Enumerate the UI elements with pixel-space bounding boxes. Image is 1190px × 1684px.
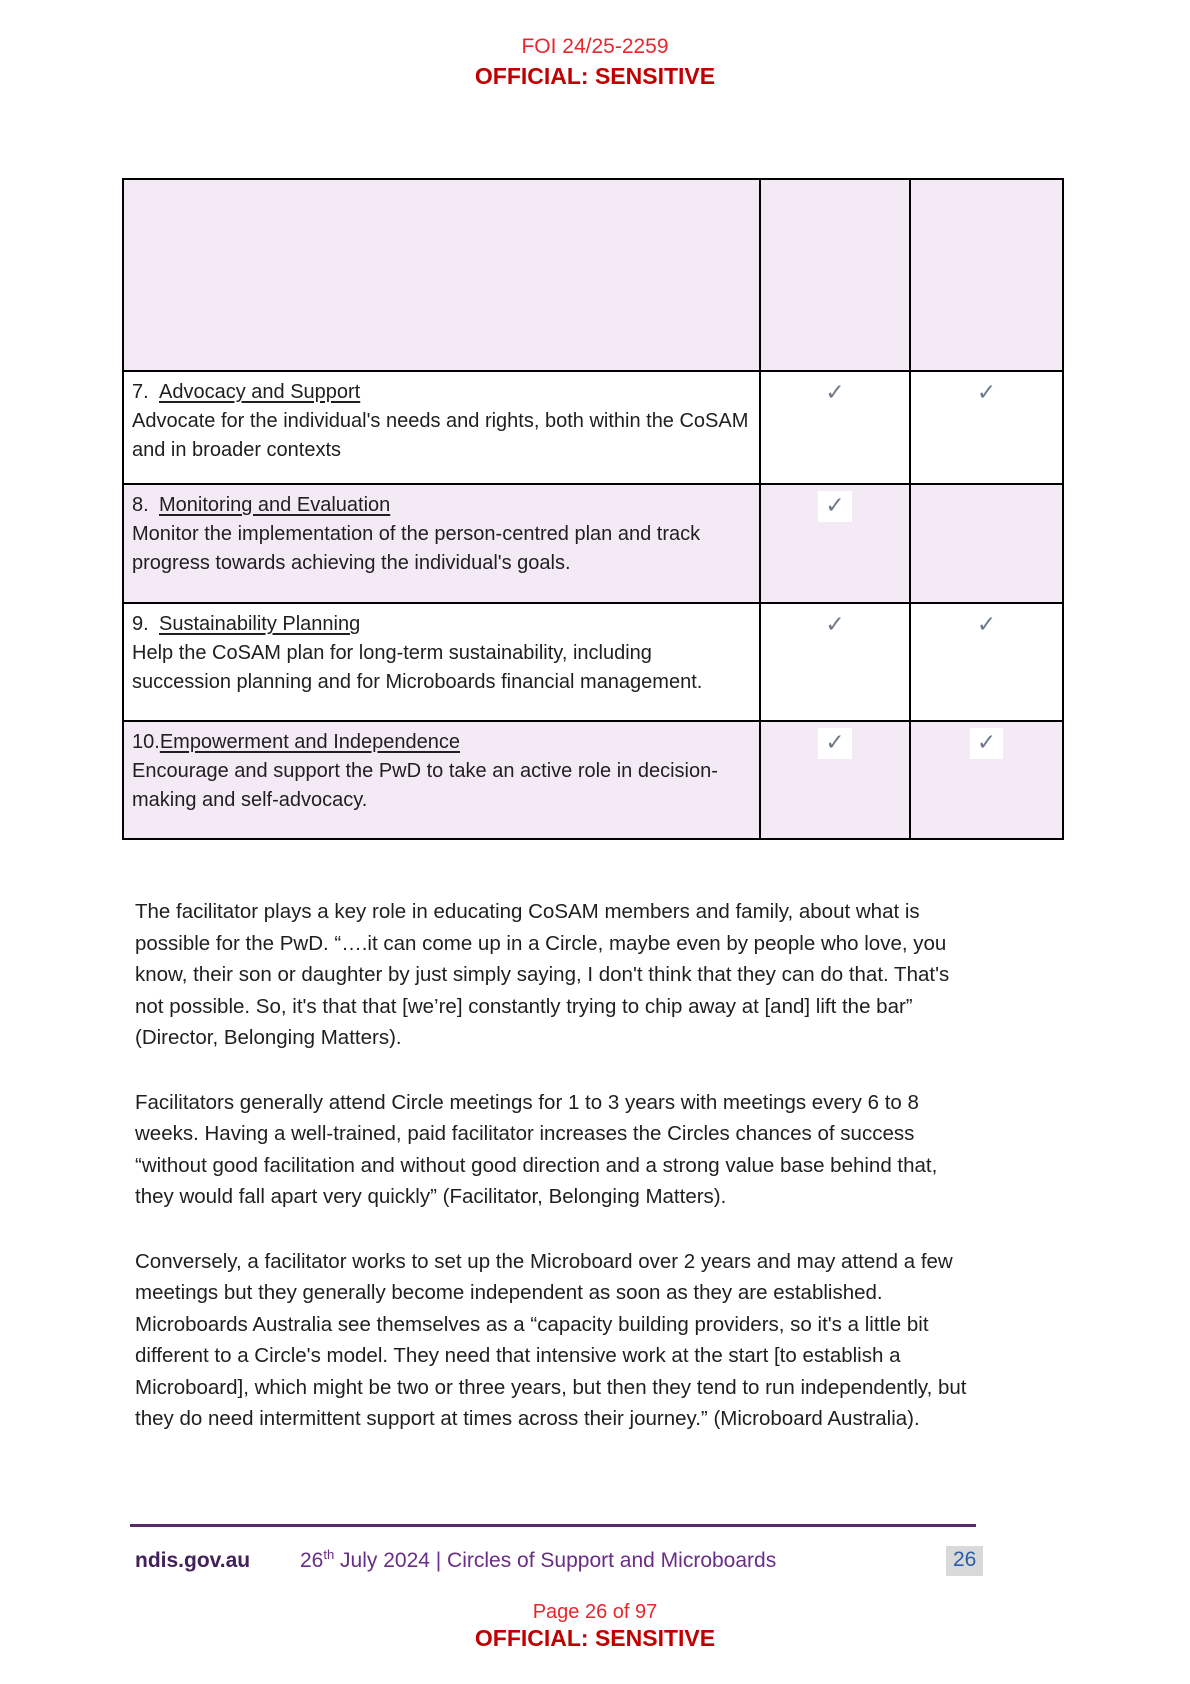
table-row	[123, 603, 1063, 721]
footer-date-day: 26	[300, 1549, 324, 1572]
table-cell-task	[123, 179, 760, 371]
classification-banner-top: OFFICIAL: SENSITIVE	[474, 63, 716, 90]
checkmark-icon: ✓	[970, 378, 1003, 409]
paragraph-facilitator-role: The facilitator plays a key role in educating CoSAM members and family, about what is possible for the PwD. “….it can come up in a Circle, maybe even by people who love, you know, their son or daughter by just simply saying, I don't think that they can do that. That's not possible. So, it's that that [we’re] constantly trying to chip away at [and] lift the bar” (Director, Belonging Matters).	[135, 900, 950, 1049]
table-cell-check-1	[760, 371, 910, 484]
row-title-text: Sustainability Planning	[159, 613, 361, 635]
row-description: Help the CoSAM plan for long-term sustainability, including succession planning and for Microboards financial management.	[132, 642, 703, 693]
table-cell-check-2	[910, 603, 1063, 721]
table-cell-task	[123, 603, 760, 721]
row-title-text: Monitoring and Evaluation	[159, 494, 391, 516]
table-cell-task	[123, 721, 760, 839]
classification-banner-bottom: OFFICIAL: SENSITIVE	[474, 1625, 716, 1651]
footer-divider	[130, 1524, 976, 1527]
table-row	[123, 721, 1063, 839]
table-cell-check-1	[760, 603, 910, 721]
row-number: 9.	[132, 613, 149, 635]
footer-site-link[interactable]: ndis.gov.au	[135, 1549, 251, 1572]
table-cell-task	[123, 484, 760, 603]
row-number: 8.	[132, 494, 149, 516]
footer-date-ordinal: th	[323, 1547, 335, 1562]
page-footer-bottom	[0, 1600, 1190, 1653]
checkmark-icon: ✓	[970, 610, 1003, 641]
checkmark-icon: ✓	[970, 728, 1003, 759]
paragraph-microboard-setup: Conversely, a facilitator works to set up the Microboard over 2 years and may attend a few meetings but they generally become independent as soon as they are established. Microboards Australia see themselves as a “capacity building providers, so it's a little bit different to a Circle's model. They need that intensive work at the start [to establish a Microboard], which might be two or three years, but then they tend to run independently, but they do need intermittent support at times across their journey.” (Microboard Australia).	[135, 1249, 967, 1430]
row-description: Advocate for the individual's needs and rights, both within the CoSAM and in broader contexts	[132, 410, 749, 461]
footer-date-rest: July 2024 | Circles of Support and Microboards	[334, 1549, 777, 1572]
checkmark-icon: ✓	[818, 378, 851, 409]
table-cell-check-2	[910, 179, 1063, 371]
page-count-label: Page 26 of 97	[532, 1601, 658, 1623]
row-number: 10.	[132, 731, 160, 753]
table-cell-check-2	[910, 371, 1063, 484]
row-title-text: Empowerment and Independence	[159, 731, 461, 753]
page-number-badge: 26	[946, 1546, 983, 1576]
page-header	[0, 34, 1190, 91]
row-number: 7.	[132, 381, 149, 403]
row-title-text: Advocacy and Support	[159, 381, 361, 403]
body-text	[135, 896, 977, 1468]
row-title	[132, 378, 751, 407]
footer-date-title	[300, 1549, 776, 1573]
checkmark-icon: ✓	[818, 610, 851, 641]
checkmark-icon: ✓	[818, 491, 851, 522]
table-row	[123, 371, 1063, 484]
row-title	[132, 491, 751, 520]
row-description: Encourage and support the PwD to take an active role in decision-making and self-advocacy.	[132, 760, 718, 811]
row-description: Monitor the implementation of the person-centred plan and track progress towards achieving the individual's goals.	[132, 523, 701, 574]
row-title	[132, 728, 751, 757]
table-cell-check-1	[760, 179, 910, 371]
table-cell-task	[123, 371, 760, 484]
row-title	[132, 610, 751, 639]
table-row	[123, 484, 1063, 603]
table-cell-check-1	[760, 484, 910, 603]
checkmark-icon: ✓	[818, 728, 851, 759]
roles-checklist-table	[122, 178, 1064, 840]
table-row-header-empty	[123, 179, 1063, 371]
table-cell-check-2	[910, 484, 1063, 603]
paragraph-facilitator-meetings: Facilitators generally attend Circle meetings for 1 to 3 years with meetings every 6 to 8 weeks. Having a well-trained, paid facilitator increases the Circles chances of success “without good facilitation and without good direction and a strong value base behind that, they would fall apart very quickly” (Facilitator, Belonging Matters).	[135, 1090, 938, 1208]
foi-reference: FOI 24/25-2259	[521, 35, 669, 58]
table-cell-check-1	[760, 721, 910, 839]
table-cell-check-2	[910, 721, 1063, 839]
